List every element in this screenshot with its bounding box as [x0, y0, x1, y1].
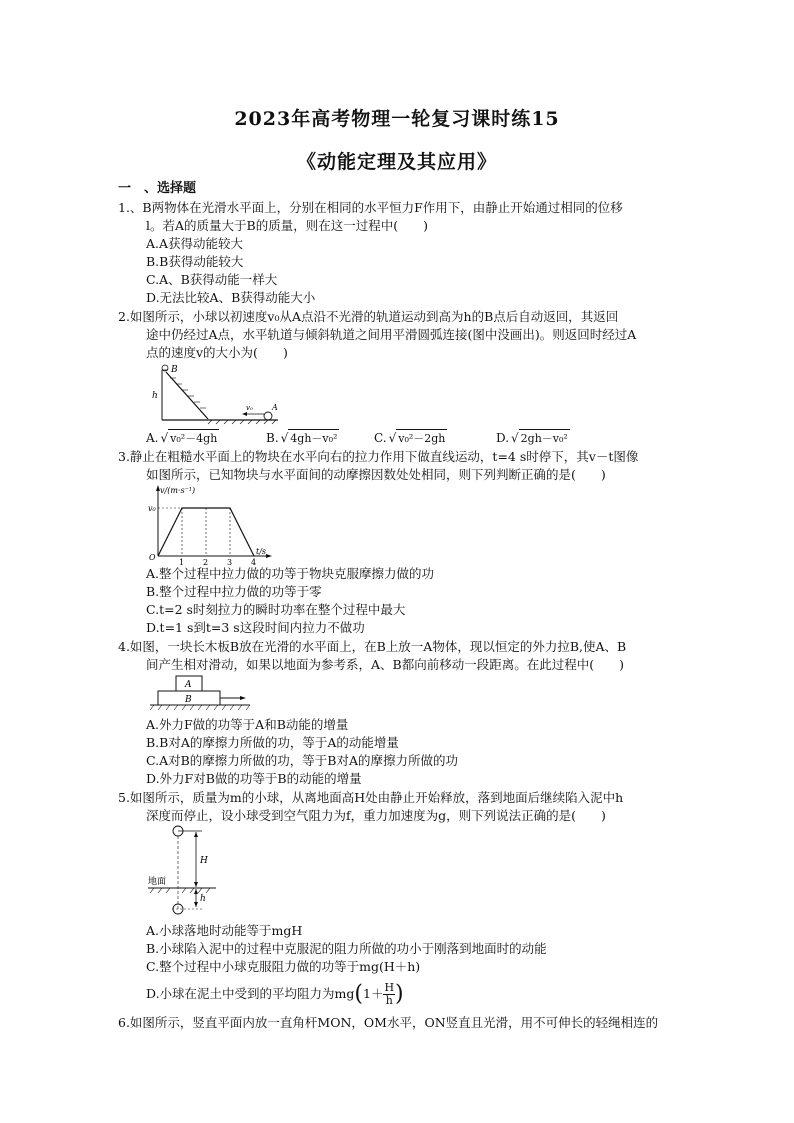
q3-option-b: B.整个过程中拉力做的功等于零 — [146, 584, 322, 599]
q5-option-a: A.小球落地时动能等于mgH — [146, 923, 303, 938]
q2-stem-line3: 点的速度v的大小为( ) — [146, 345, 288, 360]
q2-option-c: C. √ v₀²－2gh — [374, 431, 446, 445]
q3-option-d: D.t=1 s到t=3 s这段时间内拉力不做功 — [146, 620, 365, 635]
q3-x-axis-label: t/s — [256, 547, 267, 556]
q2-ball-a — [264, 412, 272, 420]
q2-label-v0: v₀ — [246, 404, 253, 412]
q3-option-c: C.t=2 s时刻拉力的瞬时功率在整个过程中最大 — [146, 602, 406, 617]
q5-label-h-big: H — [200, 856, 208, 866]
q4-option-d: D.外力F对B做的功等于B的动能的增量 — [146, 771, 362, 786]
q5-option-b: B.小球陷入泥中的过程中克服泥的阻力所做的功小于刚落到地面时的动能 — [146, 941, 547, 956]
q4-option-b: B.B对A的摩擦力所做的功，等于A的动能增量 — [146, 735, 399, 750]
q3-origin-label: O — [149, 553, 156, 562]
q3-x-tick-label: 4 — [251, 558, 257, 567]
q5-label-ground: 地面 — [148, 877, 167, 887]
q2-label-b: B — [171, 365, 178, 375]
q3-y-tick-v0: v₀ — [148, 504, 156, 513]
q1-stem-line1: 1.、B两物体在光滑水平面上，分别在相同的水平恒力F作用下，由静止开始通过相同的位移 — [118, 200, 623, 215]
q1-option-a: A.A获得动能较大 — [146, 236, 244, 251]
document-subtitle: 《动能定理及其应用》 — [296, 151, 497, 173]
document-title: 2023年高考物理一轮复习课时练15 — [234, 108, 560, 130]
q4-label-b: B — [185, 695, 192, 705]
q1-option-d: D.无法比较A、B获得动能大小 — [146, 290, 316, 305]
q4-figure — [146, 674, 256, 714]
q3-vt-chart — [144, 484, 278, 567]
section-heading: 一 、选择题 — [118, 181, 197, 196]
q4-option-a: A.外力F做的功等于A和B动能的增量 — [146, 717, 349, 732]
q3-option-a: A.整个过程中拉力做的功等于物块克服摩擦力做的功 — [146, 566, 435, 581]
q3-stem-line1: 3.静止在粗糙水平面上的物块在水平向右的拉力作用下做直线运动，t=4 s时停下，其v－t图像 — [118, 449, 639, 464]
q1-stem-line2: l。若A的质量大于B的质量，则在这一过程中( ) — [146, 218, 428, 233]
q5-stem-line1: 5.如图所示，质量为m的小球，从离地面高H处由静止开始释放，落到地面后继续陷入泥中h — [118, 790, 624, 805]
q4-label-a: A — [185, 680, 192, 690]
q3-stem-line2: 如图所示，已知物块与水平面间的动摩擦因数处处相同，则下列判断正确的是( ) — [146, 467, 606, 482]
q1-option-c: C.A、B获得动能一样大 — [146, 272, 278, 287]
q5-stem-line2: 深度而停止，设小球受到空气阻力为f，重力加速度为g，则下列说法正确的是( ) — [146, 808, 606, 823]
q2-label-h: h — [152, 391, 158, 401]
q5-option-d: D.小球在泥土中受到的平均阻力为mg(1＋ $\frac{H}{h}$ ) — [146, 981, 404, 1007]
q2-option-b: B. √ 4gh－v₀² — [266, 431, 338, 445]
q3-x-tick-label: 2 — [203, 558, 209, 567]
q2-label-a: A — [272, 403, 278, 412]
q1-option-b: B.B获得动能较大 — [146, 254, 244, 269]
q6-stem-line1: 6.如图所示，竖直平面内放一直角杆MON，OM水平，ON竖直且光滑，用不可伸长的轻绳相连的 — [118, 1015, 659, 1030]
q3-y-axis-label: v/(m·s⁻¹) — [160, 486, 196, 495]
q2-stem-line1: 2.如图所示，小球以初速度v₀从A点沿不光滑的轨道运动到高为h的B点后自动返回，其返回 — [118, 309, 619, 324]
q3-x-tick-label: 3 — [227, 558, 233, 567]
q5-label-h-small: h — [200, 894, 206, 904]
q2-slope — [166, 372, 208, 419]
q5-figure — [146, 825, 226, 920]
q2-option-a: A. √ v₀²－4gh — [146, 431, 218, 445]
q2-figure — [146, 364, 286, 426]
q4-option-c: C.A对B的摩擦力所做的功，等于B对A的摩擦力所做的功 — [146, 753, 459, 768]
q5-option-c: C.整个过程中小球克服阻力做的功等于mg(H＋h) — [146, 959, 421, 974]
q4-stem-line1: 4.如图，一块长木板B放在光滑的水平面上，在B上放一A物体，现以恒定的外力拉B,使A、B — [118, 639, 627, 654]
q2-option-d: D. √ 2gh－v₀² — [496, 431, 568, 445]
q3-x-tick-label: 1 — [179, 558, 185, 567]
q4-stem-line2: 间产生相对滑动，如果以地面为参考系，A、B都向前移动一段距离。在此过程中( ) — [146, 657, 624, 672]
q2-stem-line2: 途中仍经过A点，水平轨道与倾斜轨道之间用平滑圆弧连接(图中没画出)。则返回时经过A — [146, 327, 637, 342]
